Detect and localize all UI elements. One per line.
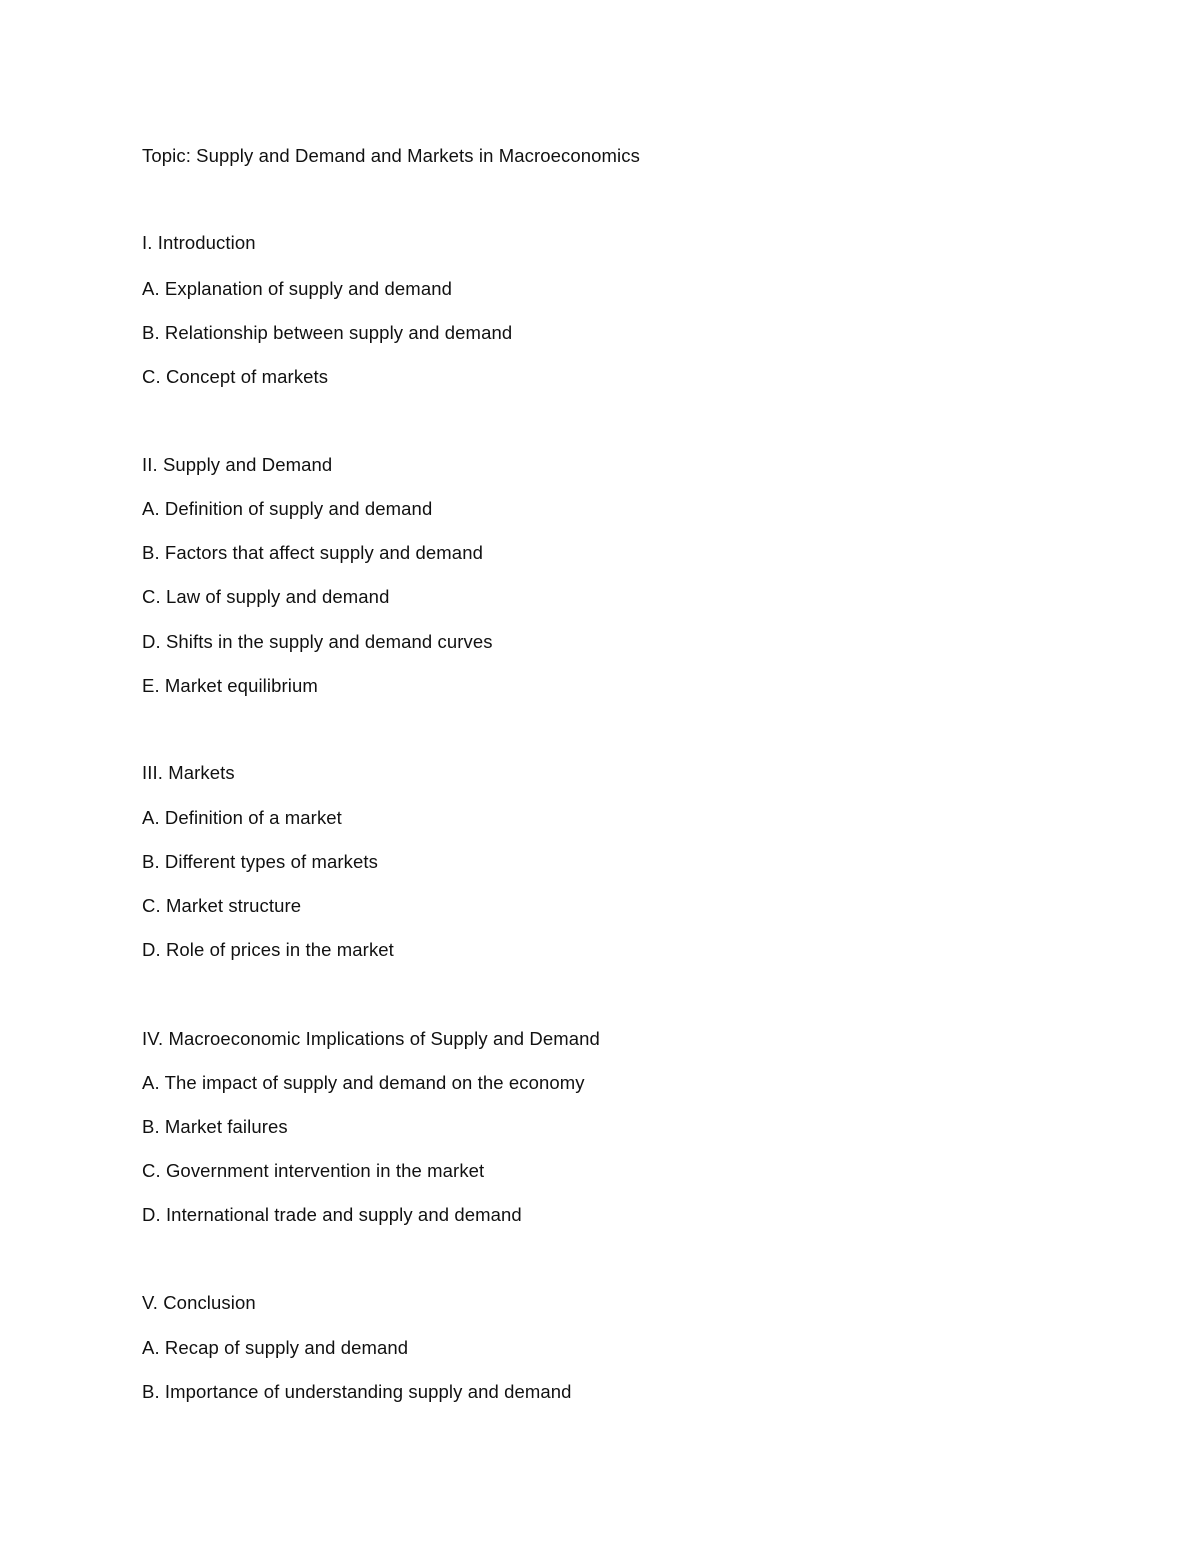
outline-item: A. Definition of supply and demand <box>142 498 433 519</box>
outline-item: A. Definition of a market <box>142 807 342 828</box>
outline-item: B. Relationship between supply and demand <box>142 322 513 343</box>
outline-item: A. The impact of supply and demand on the economy <box>142 1072 585 1093</box>
section-heading-markets: III. Markets <box>142 762 235 783</box>
outline-item: C. Government intervention in the market <box>142 1160 485 1181</box>
outline-item: D. Shifts in the supply and demand curves <box>142 631 493 652</box>
outline-item: A. Explanation of supply and demand <box>142 278 452 299</box>
section-heading-macroeconomic-implications: IV. Macroeconomic Implications of Supply and Demand <box>142 1028 600 1049</box>
outline-item: B. Different types of markets <box>142 851 378 872</box>
outline-item: D. International trade and supply and demand <box>142 1204 522 1225</box>
section-heading-introduction: I. Introduction <box>142 232 256 253</box>
document-topic: Topic: Supply and Demand and Markets in Macroeconomics <box>142 145 640 166</box>
outline-item: A. Recap of supply and demand <box>142 1337 409 1358</box>
outline-item: C. Law of supply and demand <box>142 586 390 607</box>
outline-item: E. Market equilibrium <box>142 675 318 696</box>
outline-item: B. Market failures <box>142 1116 288 1137</box>
outline-item: C. Concept of markets <box>142 366 329 387</box>
outline-item: D. Role of prices in the market <box>142 939 394 960</box>
outline-item: B. Factors that affect supply and demand <box>142 542 483 563</box>
outline-item: C. Market structure <box>142 895 302 916</box>
section-heading-conclusion: V. Conclusion <box>142 1292 256 1313</box>
section-heading-supply-and-demand: II. Supply and Demand <box>142 454 333 475</box>
outline-item: B. Importance of understanding supply and demand <box>142 1381 572 1402</box>
